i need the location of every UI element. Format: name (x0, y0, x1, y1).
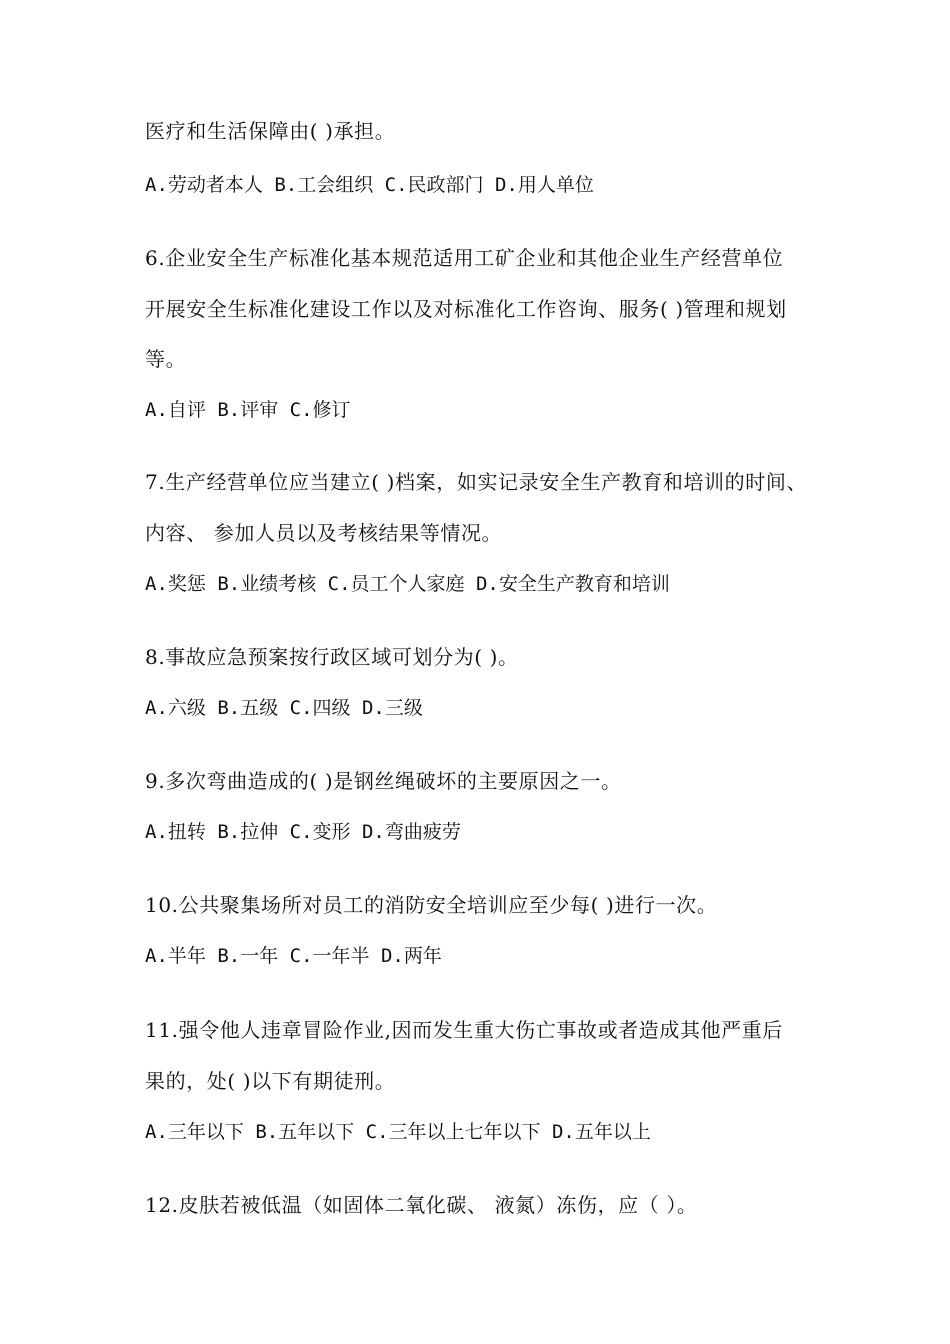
q7-stem-line-2: 内容、 参加人员以及考核结果等情况。 (145, 521, 503, 545)
q6-stem-line-1: 6.企业安全生产标准化基本规范适用工矿企业和其他企业生产经营单位 (145, 246, 784, 270)
q6-options: A.自评 B.评审 C.修订 (145, 399, 351, 421)
q7-options: A.奖惩 B.业绩考核 C.员工个人家庭 D.安全生产教育和培训 (145, 573, 670, 595)
q9-stem-line-1: 9.多次弯曲造成的( )是钢丝绳破坏的主要原因之一。 (145, 769, 622, 793)
q11-options: A.三年以下 B.五年以下 C.三年以上七年以下 D.五年以上 (145, 1121, 651, 1143)
q10-options: A.半年 B.一年 C.一年半 D.两年 (145, 945, 442, 967)
q5-options: A.劳动者本人 B.工会组织 C.民政部门 D.用人单位 (145, 174, 594, 196)
q11-stem-line-2: 果的，处( )以下有期徒刑。 (145, 1069, 396, 1093)
q6-stem-line-2: 开展安全生标准化建设工作以及对标准化工作咨询、服务( )管理和规划 (145, 297, 787, 321)
q5-stem-tail: 医疗和生活保障由( )承担。 (145, 119, 396, 143)
q11-stem-line-1: 11.强令他人违章冒险作业,因而发生重大伤亡事故或者造成其他严重后 (145, 1018, 783, 1042)
q12-stem-line-1: 12.皮肤若被低温（如固体二氧化碳、 液氮）冻伤，应（ ）。 (145, 1193, 698, 1217)
q9-options: A.扭转 B.拉伸 C.变形 D.弯曲疲劳 (145, 821, 461, 843)
q10-stem-line-1: 10.公共聚集场所对员工的消防安全培训应至少每( )进行一次。 (145, 893, 718, 917)
q6-stem-line-3: 等。 (145, 347, 187, 371)
q8-options: A.六级 B.五级 C.四级 D.三级 (145, 697, 423, 719)
q7-stem-line-1: 7.生产经营单位应当建立( )档案，如实记录安全生产教育和培训的时间、 (145, 470, 808, 494)
q8-stem-line-1: 8.事故应急预案按行政区域可划分为( )。 (145, 645, 519, 669)
